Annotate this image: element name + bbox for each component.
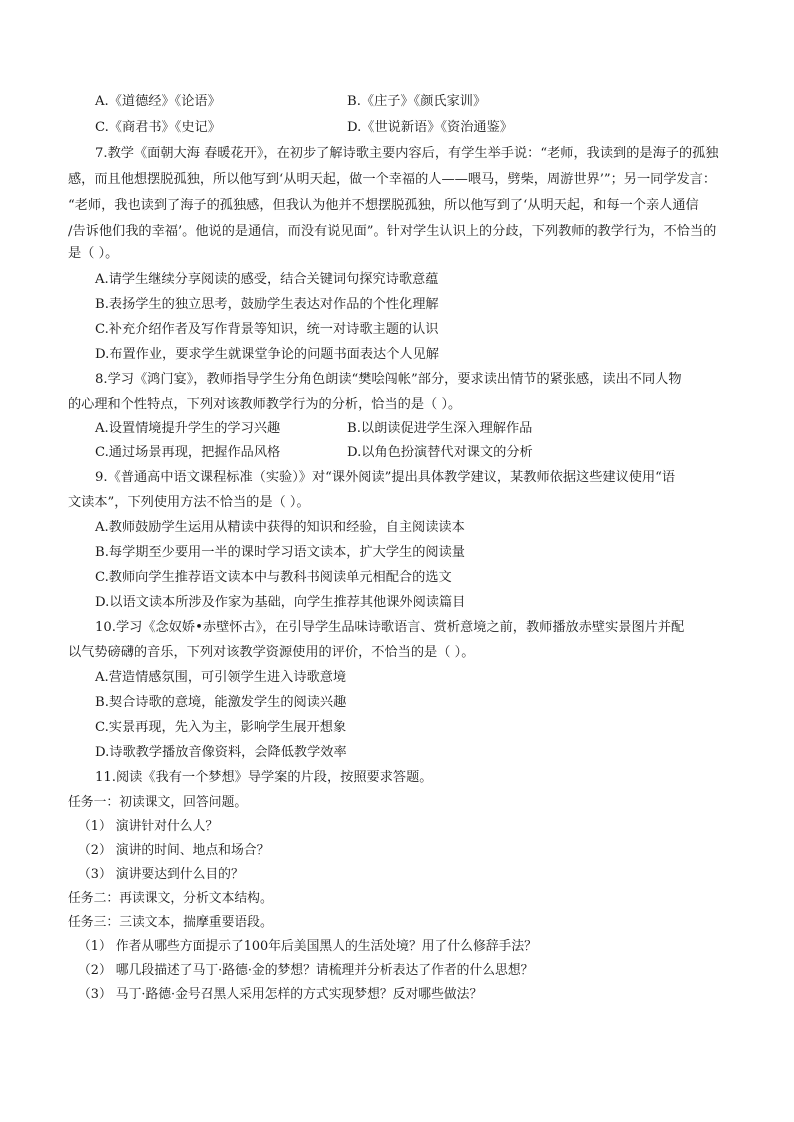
q7-option-c: C.补充介绍作者及写作背景等知识，统一对诗歌主题的认识 xyxy=(95,322,439,337)
q8-option-a: A.设置情境提升学生的学习兴趣 xyxy=(95,421,281,436)
q8-option-c: C.通过场景再现，把握作品风格 xyxy=(95,445,281,460)
q7-stem-line: “老师，我也读到了海子的孤独感，但我认为他并不想摆脱孤独，所以他写到了‘从明天起，和每一个亲人通信 xyxy=(68,198,699,213)
q11-task1-item: （2） 演讲的时间、地点和场合？ xyxy=(78,843,270,858)
q10-stem-line: 10.学习《念奴娇•赤壁怀古》，在引导学生品味诗歌语言、赏析意境之前，教师播放赤壁实景图片并配 xyxy=(95,620,685,635)
q11-task3-heading: 任务三：三读文本，揣摩重要语段。 xyxy=(68,915,273,930)
q6-option-a: A.《道德经》《论语》 xyxy=(95,94,221,109)
q8-stem-line: 8.学习《鸿门宴》，教师指导学生分角色朗读“樊哙闯帐”部分，要求读出情节的紧张感，读出不同人物 xyxy=(95,372,682,387)
q11-task1-heading: 任务一：初读课文，回答问题。 xyxy=(68,795,248,810)
q7-option-d: D.布置作业，要求学生就课堂争论的问题书面表达个人见解 xyxy=(95,347,439,362)
q11-intro: 11.阅读《我有一个梦想》导学案的片段，按照要求答题。 xyxy=(95,770,433,785)
q9-option-b: B.每学期至少要用一半的课时学习语文读本，扩大学生的阅读量 xyxy=(95,545,465,560)
q6-option-c: C.《商君书》《史记》 xyxy=(95,120,221,135)
q11-task3-item: （3） 马丁·路德·金号召黑人采用怎样的方式实现梦想？反对哪些做法？ xyxy=(78,987,483,1002)
q8-option-b: B.以朗读促进学生深入理解作品 xyxy=(347,421,533,436)
q6-option-b: B.《庄子》《颜氏家训》 xyxy=(347,94,487,109)
q11-task3-item: （2） 哪几段描述了马丁·路德·金的梦想？请梳理并分析表达了作者的什么思想？ xyxy=(78,963,534,978)
q11-task1-item: （1） 演讲针对什么人？ xyxy=(78,819,219,834)
q7-option-a: A.请学生继续分享阅读的感受，结合关键词句探究诗歌意蕴 xyxy=(95,272,439,287)
q7-stem-line: 感，而且他想摆脱孤独，所以他写到‘从明天起，做一个幸福的人——喂马，劈柴，周游世界’”；另一同学发言： xyxy=(68,172,717,187)
q11-task2-heading: 任务二：再读课文，分析文本结构。 xyxy=(68,891,273,906)
q10-option-d: D.诗歌教学播放音像资料，会降低教学效率 xyxy=(95,745,347,760)
q9-stem-line: 文读本”，下列使用方法不恰当的是（ ）。 xyxy=(68,495,310,510)
q6-option-d: D.《世说新语》《资治通鉴》 xyxy=(347,120,513,135)
q11-task3-item: （1） 作者从哪些方面提示了100年后美国黑人的生活处境？用了什么修辞手法？ xyxy=(78,939,537,954)
q10-option-c: C.实景再现，先入为主，影响学生展开想象 xyxy=(95,720,347,735)
q8-stem-line: 的心理和个性特点，下列对该教师教学行为的分析，恰当的是（ ）。 xyxy=(68,397,462,412)
q9-option-c: C.教师向学生推荐语文读本中与教科书阅读单元相配合的选文 xyxy=(95,570,452,585)
q10-stem-line: 以气势磅礴的音乐，下列对该教学资源使用的评价，不恰当的是（ ）。 xyxy=(68,645,475,660)
q11-task1-item: （3） 演讲要达到什么目的？ xyxy=(78,867,244,882)
q9-option-a: A.教师鼓励学生运用从精读中获得的知识和经验，自主阅读读本 xyxy=(95,520,465,535)
q9-option-d: D.以语文读本所涉及作家为基础，向学生推荐其他课外阅读篇目 xyxy=(95,595,466,610)
q10-option-a: A.营造情感氛围，可引领学生进入诗歌意境 xyxy=(95,670,347,685)
q9-stem-line: 9.《普通高中语文课程标准（实验）》对“课外阅读”提出具体教学建议，某教师依据这些建议使用“语 xyxy=(95,470,676,485)
q7-stem-line: /告诉他们我的幸福’。他说的是通信，而没有说见面”。针对学生认识上的分歧，下列教师的教学行为，不恰当的 xyxy=(68,224,717,239)
q10-option-b: B.契合诗歌的意境，能激发学生的阅读兴趣 xyxy=(95,695,347,710)
q7-stem-line: 是（ ）。 xyxy=(68,246,119,261)
q7-stem-line: 7.教学《面朝大海 春暖花开》，在初步了解诗歌主要内容后，有学生举手说：“老师，我读到的是海子的孤独 xyxy=(95,146,719,161)
q8-option-d: D.以角色扮演替代对课文的分析 xyxy=(347,445,533,460)
q7-option-b: B.表扬学生的独立思考，鼓励学生表达对作品的个性化理解 xyxy=(95,297,439,312)
